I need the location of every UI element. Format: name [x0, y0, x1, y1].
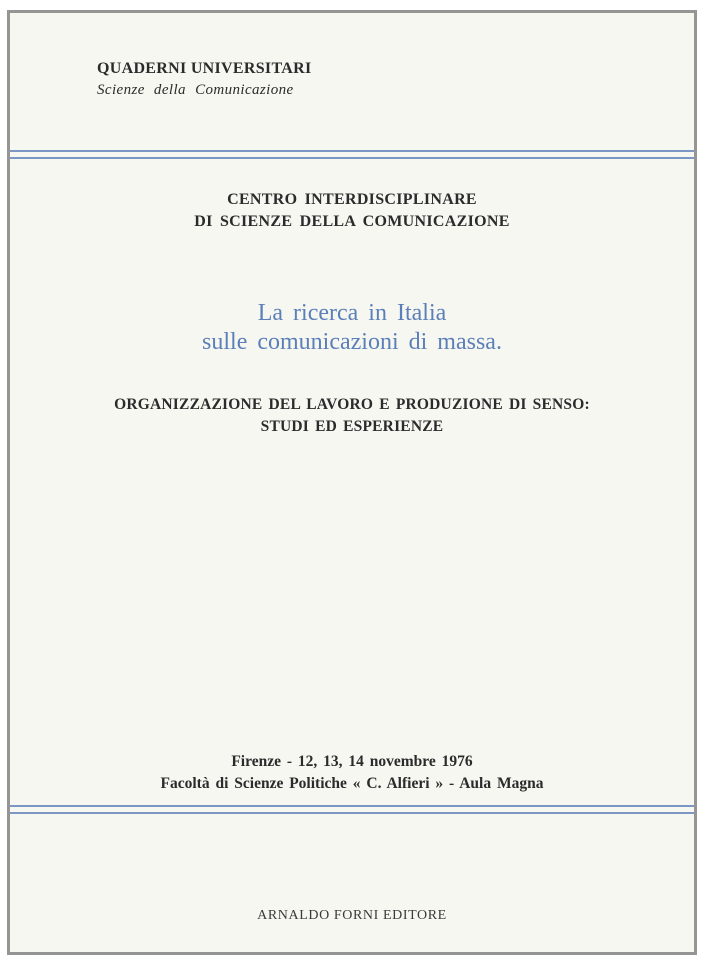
bottom-rule-upper	[10, 805, 694, 807]
bottom-rule-lower	[10, 812, 694, 814]
book-subtitle-line-1: ORGANIZZAZIONE DEL LAVORO E PRODUZIONE DI SENSO:	[114, 396, 590, 413]
book-subtitle-line-2: STUDI ED ESPERIENZE	[260, 418, 444, 435]
organization-line-1: CENTRO INTERDISCIPLINARE	[227, 191, 477, 208]
book-title	[10, 299, 694, 357]
publisher-name: ARNALDO FORNI EDITORE	[257, 908, 447, 923]
event-venue: Facoltà di Scienze Politiche « C. Alfieri » - Aula Magna	[160, 775, 544, 792]
book-title-line-1: La ricerca in Italia	[257, 300, 447, 326]
book-subtitle	[10, 394, 694, 438]
book-title-line-2: sulle comunicazioni di massa.	[202, 329, 502, 355]
organization-line-2: DI SCIENZE DELLA COMUNICAZIONE	[194, 213, 510, 230]
top-rule-upper	[10, 150, 694, 152]
top-rule-lower	[10, 157, 694, 159]
event-info	[10, 751, 694, 795]
organization-heading	[10, 189, 694, 233]
series-subtitle: Scienze della Comunicazione	[97, 82, 294, 98]
book-cover	[7, 10, 697, 955]
series-title: QUADERNI UNIVERSITARI	[97, 60, 312, 77]
event-date-location: Firenze - 12, 13, 14 novembre 1976	[231, 753, 473, 770]
series-block	[97, 59, 311, 101]
